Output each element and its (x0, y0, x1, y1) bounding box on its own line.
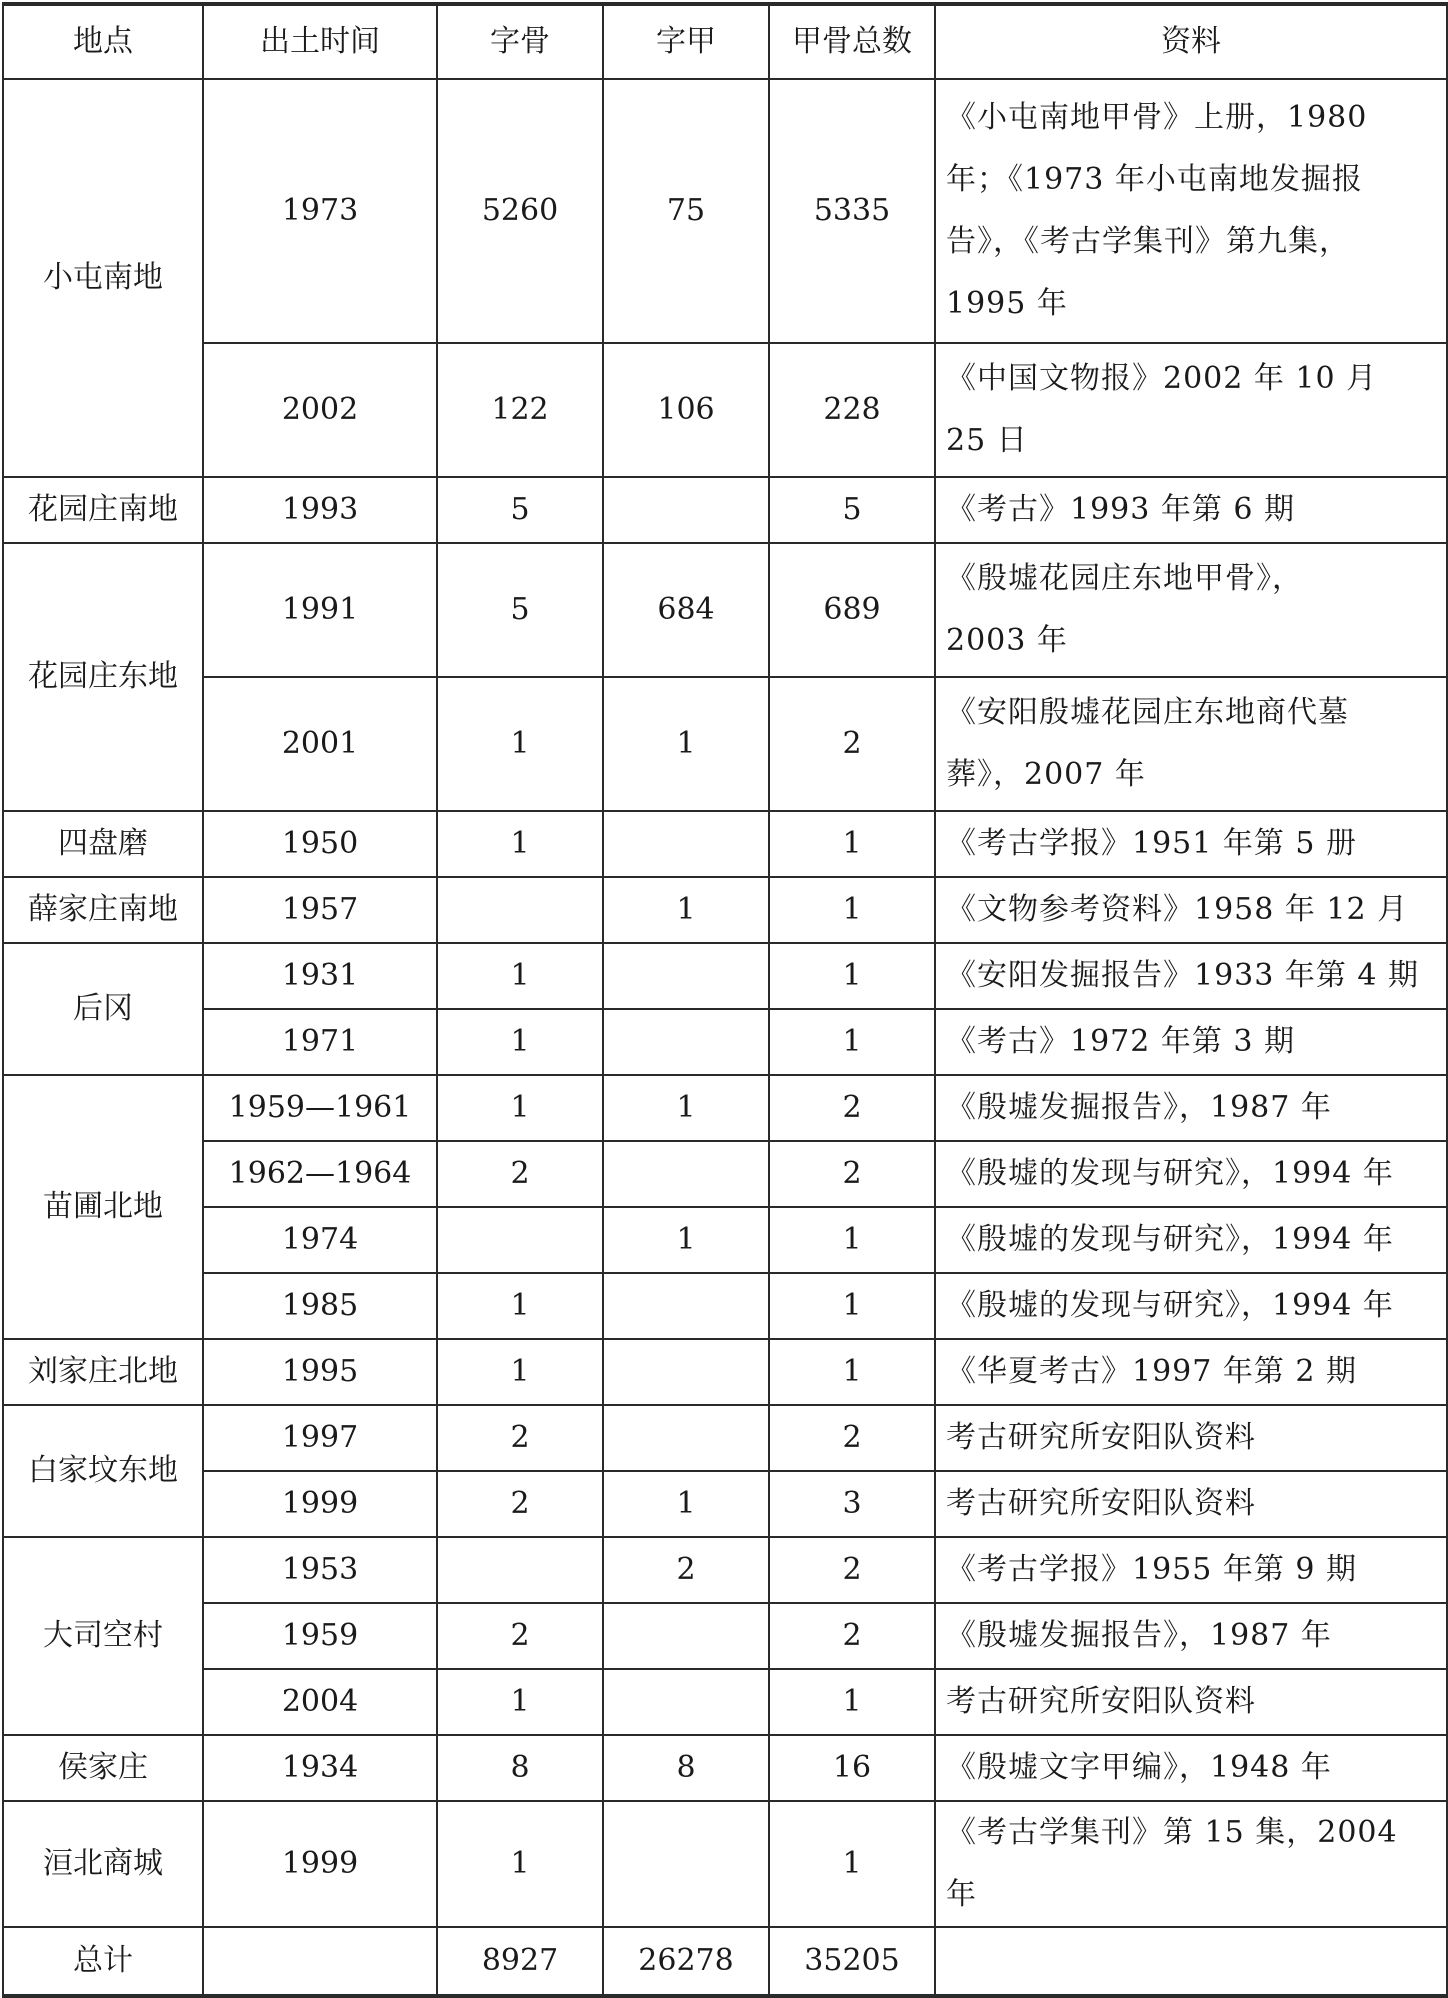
source-line: 《殷墟发掘报告》，1987 年 (946, 1090, 1332, 1125)
shell-cell (603, 1141, 769, 1207)
shell-cell: 2 (603, 1537, 769, 1603)
year-cell: 1957 (203, 877, 437, 943)
total-cell: 2 (769, 1075, 935, 1141)
source-line: 《小屯南地甲骨》上册，1980 (946, 100, 1368, 135)
header-year: 出土时间 (203, 4, 437, 79)
source-cell (935, 943, 1447, 1009)
source-line: 《殷墟的发现与研究》，1994 年 (946, 1156, 1394, 1191)
year-cell: 1995 (203, 1339, 437, 1405)
year-cell: 1985 (203, 1273, 437, 1339)
bone-cell: 2 (437, 1471, 603, 1537)
source-line: 《文物参考资料》1958 年 12 月 (946, 892, 1409, 927)
shell-cell: 75 (603, 79, 769, 343)
year-cell: 1991 (203, 543, 437, 677)
shell-cell: 684 (603, 543, 769, 677)
shell-cell (603, 477, 769, 543)
table-row (3, 477, 1447, 543)
bone-cell: 5 (437, 477, 603, 543)
year-cell: 1999 (203, 1471, 437, 1537)
table-row (3, 1603, 1447, 1669)
source-cell (935, 1471, 1447, 1537)
shell-cell: 8 (603, 1735, 769, 1801)
site-cell: 薛家庄南地 (3, 877, 203, 943)
header-source: 资料 (935, 4, 1447, 79)
table-row (3, 1471, 1447, 1537)
shell-cell (603, 1339, 769, 1405)
site-cell: 四盘磨 (3, 811, 203, 877)
source-cell (935, 343, 1447, 477)
bone-cell: 2 (437, 1141, 603, 1207)
source-line: 考古研究所安阳队资料 (946, 1486, 1256, 1521)
source-line: 葬》，2007 年 (946, 757, 1146, 792)
source-line: 年；《1973 年小屯南地发掘报 (946, 162, 1363, 197)
year-cell: 1997 (203, 1405, 437, 1471)
year-cell: 2004 (203, 1669, 437, 1735)
source-line: 《中国文物报》2002 年 10 月 (946, 361, 1378, 396)
year-cell: 1934 (203, 1735, 437, 1801)
bone-cell: 1 (437, 1009, 603, 1075)
year-cell: 1959—1961 (203, 1075, 437, 1141)
source-cell (935, 1801, 1447, 1927)
bone-cell: 1 (437, 943, 603, 1009)
shell-cell (603, 1603, 769, 1669)
table-row (3, 1405, 1447, 1471)
source-cell (935, 811, 1447, 877)
site-cell: 白家坟东地 (3, 1405, 203, 1537)
source-cell (935, 1141, 1447, 1207)
table-row (3, 1207, 1447, 1273)
total-row (3, 1927, 1447, 1996)
shell-cell (603, 1669, 769, 1735)
total-shell: 26278 (603, 1927, 769, 1996)
shell-cell: 1 (603, 1471, 769, 1537)
bone-cell: 1 (437, 811, 603, 877)
source-line: 25 日 (946, 423, 1028, 458)
table-row (3, 811, 1447, 877)
table-row (3, 677, 1447, 811)
source-line: 《安阳发掘报告》1933 年第 4 期 (946, 958, 1420, 993)
site-cell: 花园庄东地 (3, 543, 203, 811)
source-cell (935, 877, 1447, 943)
total-cell: 689 (769, 543, 935, 677)
source-line: 《殷墟的发现与研究》，1994 年 (946, 1288, 1394, 1323)
shell-cell (603, 1009, 769, 1075)
source-line: 《考古》1993 年第 6 期 (946, 492, 1296, 527)
total-cell: 1 (769, 877, 935, 943)
site-cell: 洹北商城 (3, 1801, 203, 1927)
shell-cell: 1 (603, 877, 769, 943)
bone-cell: 122 (437, 343, 603, 477)
shell-cell (603, 811, 769, 877)
bone-cell: 5260 (437, 79, 603, 343)
bone-cell (437, 1537, 603, 1603)
source-line: 考古研究所安阳队资料 (946, 1684, 1256, 1719)
header-bone: 字骨 (437, 4, 603, 79)
table-row (3, 1339, 1447, 1405)
header-site: 地点 (3, 4, 203, 79)
total-cell: 3 (769, 1471, 935, 1537)
source-line: 考古研究所安阳队资料 (946, 1420, 1256, 1455)
year-cell: 1974 (203, 1207, 437, 1273)
total-cell: 1 (769, 1207, 935, 1273)
total-label: 总计 (3, 1927, 203, 1996)
year-cell: 1959 (203, 1603, 437, 1669)
table-row (3, 877, 1447, 943)
year-cell: 1999 (203, 1801, 437, 1927)
bone-cell: 1 (437, 1339, 603, 1405)
year-cell: 1973 (203, 79, 437, 343)
table-row (3, 1801, 1447, 1927)
total-bone: 8927 (437, 1927, 603, 1996)
site-cell: 侯家庄 (3, 1735, 203, 1801)
total-cell: 1 (769, 1669, 935, 1735)
year-cell: 1950 (203, 811, 437, 877)
source-line: 《殷墟花园庄东地甲骨》， (946, 561, 1303, 596)
table-row (3, 343, 1447, 477)
total-source (935, 1927, 1447, 1996)
source-cell (935, 1273, 1447, 1339)
shell-cell: 1 (603, 1207, 769, 1273)
shell-cell (603, 1801, 769, 1927)
site-cell: 大司空村 (3, 1537, 203, 1735)
total-cell: 1 (769, 1273, 935, 1339)
bone-cell: 5 (437, 543, 603, 677)
header-total: 甲骨总数 (769, 4, 935, 79)
total-cell: 1 (769, 1801, 935, 1927)
year-cell: 2002 (203, 343, 437, 477)
shell-cell: 1 (603, 1075, 769, 1141)
shell-cell: 1 (603, 677, 769, 811)
year-cell: 2001 (203, 677, 437, 811)
source-cell (935, 1405, 1447, 1471)
total-cell: 228 (769, 343, 935, 477)
table-row (3, 1141, 1447, 1207)
total-cell: 1 (769, 943, 935, 1009)
site-cell: 刘家庄北地 (3, 1339, 203, 1405)
source-cell (935, 1669, 1447, 1735)
header-shell: 字甲 (603, 4, 769, 79)
site-cell: 小屯南地 (3, 79, 203, 477)
shell-cell (603, 1273, 769, 1339)
total-cell: 1 (769, 1339, 935, 1405)
bone-cell: 2 (437, 1405, 603, 1471)
source-cell (935, 79, 1447, 343)
year-cell: 1931 (203, 943, 437, 1009)
source-line: 《殷墟的发现与研究》，1994 年 (946, 1222, 1394, 1257)
total-year (203, 1927, 437, 1996)
table-row (3, 1735, 1447, 1801)
source-line: 《考古学集刊》第 15 集，2004 年 (946, 1815, 1398, 1912)
source-cell (935, 677, 1447, 811)
year-cell: 1962—1964 (203, 1141, 437, 1207)
source-cell (935, 543, 1447, 677)
source-cell (935, 1339, 1447, 1405)
bone-cell: 1 (437, 1075, 603, 1141)
table-row (3, 1075, 1447, 1141)
bone-cell: 1 (437, 677, 603, 811)
total-cell: 1 (769, 811, 935, 877)
source-line: 2003 年 (946, 623, 1068, 658)
source-cell (935, 1537, 1447, 1603)
bone-cell: 2 (437, 1603, 603, 1669)
shell-cell (603, 1405, 769, 1471)
source-cell (935, 1009, 1447, 1075)
oracle-bone-table (2, 2, 1448, 1998)
site-cell: 花园庄南地 (3, 477, 203, 543)
source-line: 1995 年 (946, 286, 1068, 321)
source-line: 《考古》1972 年第 3 期 (946, 1024, 1296, 1059)
shell-cell (603, 943, 769, 1009)
table-body (3, 79, 1447, 1927)
source-line: 《殷墟文字甲编》，1948 年 (946, 1750, 1332, 1785)
bone-cell: 1 (437, 1273, 603, 1339)
year-cell: 1993 (203, 477, 437, 543)
table-row (3, 79, 1447, 343)
table-row (3, 943, 1447, 1009)
total-cell: 2 (769, 1603, 935, 1669)
year-cell: 1953 (203, 1537, 437, 1603)
total-cell: 5 (769, 477, 935, 543)
total-cell: 2 (769, 1537, 935, 1603)
header-row (3, 4, 1447, 79)
shell-cell: 106 (603, 343, 769, 477)
source-cell (935, 1735, 1447, 1801)
source-line: 《安阳殷墟花园庄东地商代墓 (946, 695, 1349, 730)
source-line: 《考古学报》1951 年第 5 册 (946, 826, 1358, 861)
table-row (3, 1537, 1447, 1603)
total-cell: 2 (769, 677, 935, 811)
source-line: 《华夏考古》1997 年第 2 期 (946, 1354, 1358, 1389)
source-cell (935, 1075, 1447, 1141)
site-cell: 苗圃北地 (3, 1075, 203, 1339)
bone-cell (437, 1207, 603, 1273)
site-cell: 后冈 (3, 943, 203, 1075)
table-row (3, 1273, 1447, 1339)
total-cell: 2 (769, 1405, 935, 1471)
table-row (3, 1669, 1447, 1735)
source-cell (935, 1207, 1447, 1273)
table-row (3, 1009, 1447, 1075)
total-cell: 1 (769, 1009, 935, 1075)
bone-cell: 1 (437, 1801, 603, 1927)
source-line: 告》，《考古学集刊》第九集， (946, 224, 1350, 259)
source-line: 《殷墟发掘报告》，1987 年 (946, 1618, 1332, 1653)
total-cell: 2 (769, 1141, 935, 1207)
year-cell: 1971 (203, 1009, 437, 1075)
bone-cell: 1 (437, 1669, 603, 1735)
total-count: 35205 (769, 1927, 935, 1996)
total-cell: 5335 (769, 79, 935, 343)
bone-cell (437, 877, 603, 943)
source-cell (935, 477, 1447, 543)
source-cell (935, 1603, 1447, 1669)
total-cell: 16 (769, 1735, 935, 1801)
table-row (3, 543, 1447, 677)
source-line: 《考古学报》1955 年第 9 期 (946, 1552, 1358, 1587)
bone-cell: 8 (437, 1735, 603, 1801)
